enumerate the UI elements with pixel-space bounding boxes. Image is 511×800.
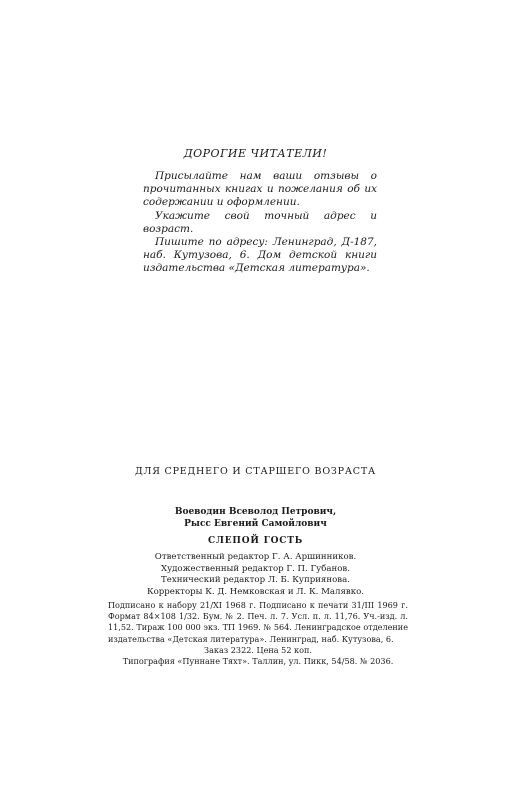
author-line: Воеводин Всеволод Петрович,	[174, 507, 337, 517]
notice-paragraph: Присылайте нам ваши отзывы о прочитанных книгах и пожелания об их содержании и оформлении.	[143, 170, 377, 209]
age-group-label: ДЛЯ СРЕДНЕГО И СТАРШЕГО ВОЗРАСТА	[134, 466, 377, 477]
notice-title: ДОРОГИЕ ЧИТАТЕЛИ!	[183, 147, 328, 160]
credits	[0, 552, 511, 598]
imprint-text: Подписано к набору 21/XI 1968 г. Подписано к печати 31/III 1969 г. Формат 84×108 1/32. Бум. № 2. Печ. л. 7. Усл. п. л. 11,76. Уч.-изд. л. 11,52. Тираж 100 000 экз. ТП 1969. № 564. Ленинградское отделение издательства «Детская литература». Ленинград, наб. Кутузова, 6.	[108, 600, 408, 644]
book-title: СЛЕПОЙ ГОСТЬ	[208, 536, 303, 546]
credit-line: Ответственный редактор Г. А. Аршинников.	[154, 552, 357, 562]
notice-body	[143, 170, 377, 276]
credit-line: Художественный редактор Г. П. Губанов.	[160, 563, 351, 574]
imprint	[108, 600, 408, 667]
notice-paragraph: Пишите по адресу: Ленинград, Д-187, наб. Кутузова, 6. Дом детской книги издательства «Детская литература».	[143, 236, 377, 275]
author-line: Рысс Евгений Самойлович	[184, 519, 327, 529]
authors	[0, 506, 511, 530]
notice-paragraph: Укажите свой точный адрес и возраст.	[143, 209, 377, 235]
imprint-order: Заказ 2322. Цена 52 коп.	[204, 644, 312, 655]
credit-line: Корректоры К. Д. Немковская и Л. К. Малявко.	[146, 586, 365, 597]
credit-line: Технический редактор Л. Б. Куприянова.	[161, 575, 350, 586]
imprint-printer: Типография «Пуннане Тяхт». Таллин, ул. Пикк, 54/58. № 2036.	[122, 656, 394, 667]
